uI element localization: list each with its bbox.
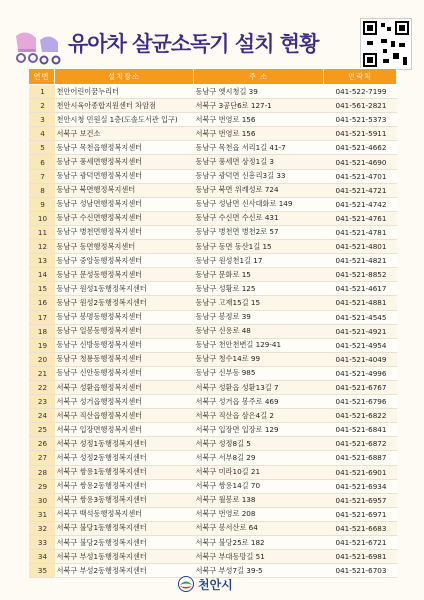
table-row bbox=[29, 380, 397, 394]
row-address: 동남구 문화로 15 bbox=[194, 268, 324, 282]
table-row bbox=[29, 169, 397, 183]
row-number: 13 bbox=[29, 254, 55, 268]
row-number: 7 bbox=[29, 169, 55, 183]
row-place: 서북구 백석동행정복지센터 bbox=[55, 507, 194, 521]
row-address: 서북구 성환읍 성환13길 7 bbox=[194, 380, 324, 394]
row-contact: 041-521-4545 bbox=[324, 310, 397, 324]
row-address: 서북구 성정8길 5 bbox=[194, 437, 324, 451]
row-contact: 041-561-2821 bbox=[324, 99, 397, 113]
table-row bbox=[29, 409, 397, 423]
table-row bbox=[29, 240, 397, 254]
row-contact: 041-521-6796 bbox=[324, 395, 397, 409]
row-contact: 041-522-7199 bbox=[324, 85, 397, 99]
row-number: 2 bbox=[29, 99, 55, 113]
row-place: 천안어린이꿈누리터 bbox=[55, 85, 194, 99]
col-header-no: 연번 bbox=[29, 69, 55, 85]
table-row bbox=[29, 155, 397, 169]
row-place: 동남구 원성1동행정복지센터 bbox=[55, 282, 194, 296]
row-place: 동남구 병천면행정복지센터 bbox=[55, 225, 194, 239]
baby-stroller-icon bbox=[12, 30, 64, 66]
row-place: 서북구 직산읍행정복지센터 bbox=[55, 409, 194, 423]
row-place: 서북구 성환읍행정복지센터 bbox=[55, 380, 194, 394]
table-row bbox=[29, 437, 397, 451]
row-address: 서북구 쌍용14길 70 bbox=[194, 479, 324, 493]
row-contact: 041-521-6841 bbox=[324, 423, 397, 437]
row-place: 동남구 중앙동행정복지센터 bbox=[55, 254, 194, 268]
row-place: 동남구 성남면행정복지센터 bbox=[55, 197, 194, 211]
table-row bbox=[29, 197, 397, 211]
row-number: 1 bbox=[29, 85, 55, 99]
row-number: 20 bbox=[29, 352, 55, 366]
row-contact: 041-521-6767 bbox=[324, 380, 397, 394]
row-number: 29 bbox=[29, 479, 55, 493]
row-number: 3 bbox=[29, 113, 55, 127]
row-address: 동남구 광덕면 신흥리3길 33 bbox=[194, 169, 324, 183]
row-address: 동남구 청수14로 99 bbox=[194, 352, 324, 366]
row-address: 서북구 월봉로 138 bbox=[194, 493, 324, 507]
row-address: 서북구 3공단6로 127-1 bbox=[194, 99, 324, 113]
row-address: 동남구 목천읍 서리1길 41-7 bbox=[194, 141, 324, 155]
installation-table bbox=[28, 68, 397, 578]
row-contact: 041-521-4721 bbox=[324, 183, 397, 197]
row-number: 12 bbox=[29, 240, 55, 254]
row-number: 5 bbox=[29, 141, 55, 155]
row-contact: 041-521-6822 bbox=[324, 409, 397, 423]
row-contact: 041-521-4921 bbox=[324, 324, 397, 338]
row-address: 서북구 성거읍 봉주로 469 bbox=[194, 395, 324, 409]
row-address: 서북구 부대동망길 51 bbox=[194, 550, 324, 564]
row-address: 서북구 번영로 156 bbox=[194, 127, 324, 141]
row-number: 14 bbox=[29, 268, 55, 282]
table-row bbox=[29, 493, 397, 507]
row-place: 서북구 쌍용2동행정복지센터 bbox=[55, 479, 194, 493]
table-row bbox=[29, 225, 397, 239]
row-address: 동남구 성남면 신사대화로 149 bbox=[194, 197, 324, 211]
row-place: 동남구 신방동행정복지센터 bbox=[55, 338, 194, 352]
table-row bbox=[29, 141, 397, 155]
table-row bbox=[29, 479, 397, 493]
row-place: 서북구 쌍용3동행정복지센터 bbox=[55, 493, 194, 507]
row-contact: 041-521-4954 bbox=[324, 338, 397, 352]
row-place: 서북구 불당1동행정복지센터 bbox=[55, 521, 194, 535]
row-number: 23 bbox=[29, 395, 55, 409]
row-place: 서북구 성거읍행정복지센터 bbox=[55, 395, 194, 409]
row-place: 동남구 청룡동행정복지센터 bbox=[55, 352, 194, 366]
row-address: 서북구 부성7길 39-5 bbox=[194, 564, 324, 578]
col-header-address: 주 소 bbox=[194, 69, 324, 85]
row-contact: 041-521-4781 bbox=[324, 225, 397, 239]
row-place: 동남구 광덕면행정복지센터 bbox=[55, 169, 194, 183]
qr-code-icon[interactable] bbox=[360, 18, 412, 70]
row-address: 서북구 직산읍 삼은4길 2 bbox=[194, 409, 324, 423]
row-number: 15 bbox=[29, 282, 55, 296]
col-header-contact: 연락처 bbox=[324, 69, 397, 85]
row-address: 동남구 고재15길 15 bbox=[194, 296, 324, 310]
row-address: 동남구 병천면 병천2로 57 bbox=[194, 225, 324, 239]
row-contact: 041-521-4662 bbox=[324, 141, 397, 155]
row-contact: 041-521-4701 bbox=[324, 169, 397, 183]
row-place: 동남구 원성2동행정복지센터 bbox=[55, 296, 194, 310]
row-contact: 041-521-6934 bbox=[324, 479, 397, 493]
row-place: 동남구 목천읍행정복지센터 bbox=[55, 141, 194, 155]
row-contact: 041-521-4617 bbox=[324, 282, 397, 296]
col-header-place: 설치장소 bbox=[55, 69, 194, 85]
row-number: 8 bbox=[29, 183, 55, 197]
row-contact: 041-521-6872 bbox=[324, 437, 397, 451]
page-title: 유아차 살균소독기 설치 현황 bbox=[68, 32, 319, 56]
table-row bbox=[29, 99, 397, 113]
row-place: 서북구 입장면행정복지센터 bbox=[55, 423, 194, 437]
table-row bbox=[29, 211, 397, 225]
row-number: 6 bbox=[29, 155, 55, 169]
row-address: 동남구 신부동 985 bbox=[194, 366, 324, 380]
row-contact: 041-521-4742 bbox=[324, 197, 397, 211]
row-address: 동남구 신용로 48 bbox=[194, 324, 324, 338]
table-row bbox=[29, 85, 397, 99]
table-row bbox=[29, 507, 397, 521]
row-contact: 041-521-4821 bbox=[324, 254, 397, 268]
row-contact: 041-521-6683 bbox=[324, 521, 397, 535]
row-number: 11 bbox=[29, 225, 55, 239]
row-address: 동남구 봉정로 39 bbox=[194, 310, 324, 324]
table-row bbox=[29, 113, 397, 127]
row-place: 동남구 신안동행정복지센터 bbox=[55, 366, 194, 380]
table-row bbox=[29, 127, 397, 141]
row-contact: 041-521-4690 bbox=[324, 155, 397, 169]
table-row bbox=[29, 536, 397, 550]
table-row bbox=[29, 310, 397, 324]
row-number: 21 bbox=[29, 366, 55, 380]
row-number: 16 bbox=[29, 296, 55, 310]
row-contact: 041-521-5911 bbox=[324, 127, 397, 141]
row-number: 9 bbox=[29, 197, 55, 211]
row-address: 동남구 천안천변길 129-41 bbox=[194, 338, 324, 352]
city-name: 천안시 bbox=[198, 578, 233, 592]
row-contact: 041-521-4801 bbox=[324, 240, 397, 254]
table-row bbox=[29, 550, 397, 564]
row-place: 동남구 동면행정복지센터 bbox=[55, 240, 194, 254]
row-address: 서북구 입장면 입장로 129 bbox=[194, 423, 324, 437]
row-contact: 041-521-5373 bbox=[324, 113, 397, 127]
row-place: 동남구 일봉동행정복지센터 bbox=[55, 324, 194, 338]
table-row bbox=[29, 254, 397, 268]
row-number: 27 bbox=[29, 451, 55, 465]
row-number: 22 bbox=[29, 380, 55, 394]
table-row bbox=[29, 338, 397, 352]
row-address: 동남구 풍세면 상정1길 3 bbox=[194, 155, 324, 169]
row-number: 18 bbox=[29, 324, 55, 338]
table-header-row bbox=[29, 69, 397, 85]
table-row bbox=[29, 183, 397, 197]
row-address: 동남구 수신면 수신로 431 bbox=[194, 211, 324, 225]
row-contact: 041-521-6887 bbox=[324, 451, 397, 465]
row-contact: 041-521-8852 bbox=[324, 268, 397, 282]
table-row bbox=[29, 521, 397, 535]
row-address: 서북구 번영로 156 bbox=[194, 113, 324, 127]
row-number: 33 bbox=[29, 536, 55, 550]
row-contact: 041-521-4996 bbox=[324, 366, 397, 380]
row-place: 동남구 봉명동행정복지센터 bbox=[55, 310, 194, 324]
row-address: 동남구 원성천1길 17 bbox=[194, 254, 324, 268]
row-number: 10 bbox=[29, 211, 55, 225]
row-place: 천안시청 민원실 1층(도솔도서관 입구) bbox=[55, 113, 194, 127]
row-number: 35 bbox=[29, 564, 55, 578]
row-number: 30 bbox=[29, 493, 55, 507]
row-number: 31 bbox=[29, 507, 55, 521]
row-place: 서북구 성정2동행정복지센터 bbox=[55, 451, 194, 465]
row-address: 서북구 서부8길 29 bbox=[194, 451, 324, 465]
row-contact: 041-521-6901 bbox=[324, 465, 397, 479]
table-row bbox=[29, 366, 397, 380]
row-place: 동남구 수신면행정복지센터 bbox=[55, 211, 194, 225]
cheonan-emblem-icon bbox=[178, 576, 194, 592]
row-place: 동남구 북면행정복지센터 bbox=[55, 183, 194, 197]
row-number: 34 bbox=[29, 550, 55, 564]
row-place: 서북구 성정1동행정복지센터 bbox=[55, 437, 194, 451]
row-contact: 041-521-6981 bbox=[324, 550, 397, 564]
row-contact: 041-521-6721 bbox=[324, 536, 397, 550]
row-address: 서북구 봉서산로 64 bbox=[194, 521, 324, 535]
row-place: 서북구 부성2동행정복지센터 bbox=[55, 564, 194, 578]
row-address: 서북구 미라10길 21 bbox=[194, 465, 324, 479]
row-place: 서북구 부성1동행정복지센터 bbox=[55, 550, 194, 564]
header bbox=[0, 8, 424, 64]
row-place: 서북구 불당2동행정복지센터 bbox=[55, 536, 194, 550]
row-number: 17 bbox=[29, 310, 55, 324]
table-row bbox=[29, 282, 397, 296]
row-contact: 041-521-4881 bbox=[324, 296, 397, 310]
city-logo bbox=[178, 575, 250, 593]
row-contact: 041-521-4761 bbox=[324, 211, 397, 225]
row-address: 서북구 번영로 208 bbox=[194, 507, 324, 521]
row-contact: 041-521-6703 bbox=[324, 564, 397, 578]
row-contact: 041-521-6971 bbox=[324, 507, 397, 521]
row-contact: 041-521-6957 bbox=[324, 493, 397, 507]
row-contact: 041-521-4049 bbox=[324, 352, 397, 366]
table-row bbox=[29, 423, 397, 437]
row-place: 서북구 쌍용1동행정복지센터 bbox=[55, 465, 194, 479]
table-row bbox=[29, 296, 397, 310]
row-number: 26 bbox=[29, 437, 55, 451]
row-place: 동남구 풍세면행정복지센터 bbox=[55, 155, 194, 169]
row-number: 4 bbox=[29, 127, 55, 141]
table-row bbox=[29, 268, 397, 282]
table-row bbox=[29, 395, 397, 409]
row-address: 동남구 북면 위례성로 724 bbox=[194, 183, 324, 197]
row-address: 동남구 성황로 125 bbox=[194, 282, 324, 296]
row-number: 28 bbox=[29, 465, 55, 479]
row-place: 천안시육아종합지원센터 차암점 bbox=[55, 99, 194, 113]
row-number: 24 bbox=[29, 409, 55, 423]
table-row bbox=[29, 465, 397, 479]
row-place: 서북구 보건소 bbox=[55, 127, 194, 141]
row-address: 서북구 불당25로 182 bbox=[194, 536, 324, 550]
table-row bbox=[29, 324, 397, 338]
row-place: 동남구 문성동행정복지센터 bbox=[55, 268, 194, 282]
row-number: 19 bbox=[29, 338, 55, 352]
row-address: 동남구 옛시청길 39 bbox=[194, 85, 324, 99]
table-row bbox=[29, 352, 397, 366]
table-row bbox=[29, 451, 397, 465]
row-number: 32 bbox=[29, 521, 55, 535]
row-address: 동남구 동면 동산1길 15 bbox=[194, 240, 324, 254]
row-number: 25 bbox=[29, 423, 55, 437]
